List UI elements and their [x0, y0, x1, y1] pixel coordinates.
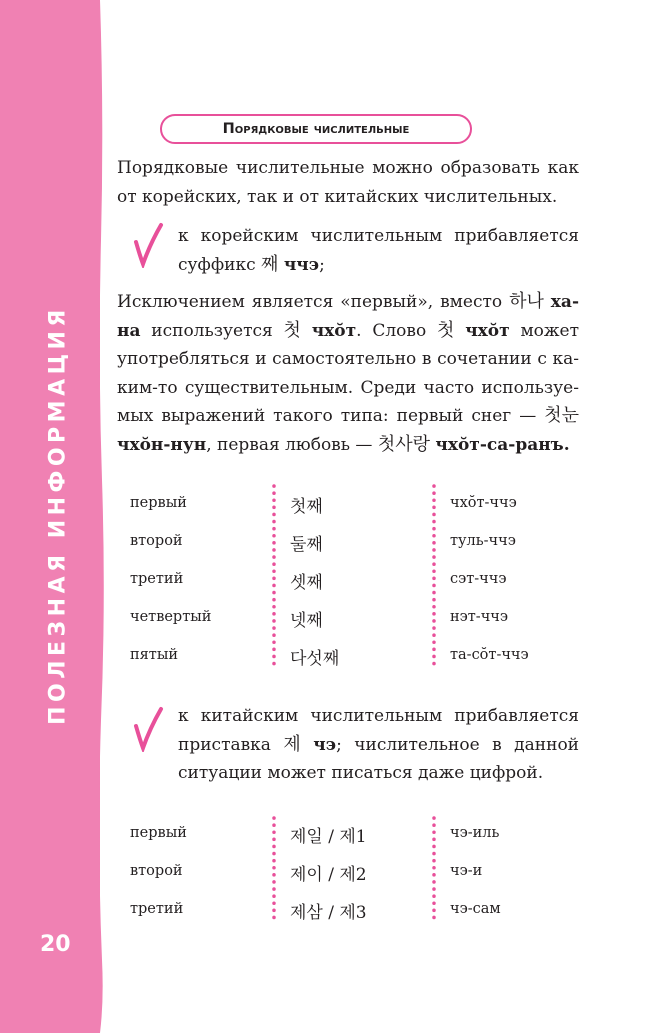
table1-row	[0, 492, 661, 518]
check-icon	[132, 706, 164, 752]
exception-t2: используется	[151, 320, 273, 341]
exception-k2: 첫	[283, 319, 301, 341]
exception-k5: 첫사랑	[377, 433, 430, 455]
table2-row	[0, 898, 661, 924]
bullet-korean-suffix	[178, 222, 579, 279]
bullet2-t2: ; числительное в данной ситуации может писаться даже цифрой.	[178, 734, 580, 783]
exception-paragraph	[117, 288, 579, 459]
bullet2-t1: к китайским числительным прибавляется приставка	[178, 706, 579, 755]
table1-ko: 첫째	[290, 497, 323, 517]
table1-ko: 다섯째	[290, 649, 340, 669]
table2-tr: чэ-и	[450, 863, 483, 879]
exception-t5: , первая любовь —	[206, 434, 373, 455]
table1-ko: 셋째	[290, 573, 323, 593]
table2-tr: чэ-иль	[450, 825, 500, 841]
table1-row	[0, 568, 661, 594]
table2-row	[0, 822, 661, 848]
bullet2-reading: чэ	[313, 734, 337, 755]
table2-ko: 제일 / 제1	[290, 827, 367, 847]
bullet1-reading: ччэ	[283, 254, 320, 275]
bullet1-korean: 째	[261, 253, 279, 275]
table2-row	[0, 860, 661, 886]
dotted-divider	[430, 482, 438, 674]
table1-ru: третий	[130, 571, 184, 587]
table1-tr: туль-ччэ	[450, 533, 516, 549]
exception-k3: 첫	[437, 319, 455, 341]
dotted-divider	[270, 814, 278, 928]
check-icon	[132, 222, 164, 268]
table1-ru: первый	[130, 495, 187, 511]
exception-t1: Исключением является «первый», вместо	[117, 292, 503, 312]
sidebar-title: ПОЛЕЗНАЯ ИНФОРМАЦИЯ	[45, 305, 71, 725]
table1-ko: 넷째	[290, 611, 323, 631]
bullet2-korean: 제	[283, 733, 301, 755]
table1-ru: четвертый	[130, 609, 212, 625]
table1-tr: сэт-ччэ	[450, 571, 507, 587]
table1-tr: та-сŏт-ччэ	[450, 647, 529, 663]
exception-r5: чхŏт-са-ранъ.	[435, 434, 570, 455]
table1-tr: нэт-ччэ	[450, 609, 508, 625]
exception-r4: чхŏн-нун	[117, 434, 207, 455]
exception-k4: 첫눈	[544, 405, 579, 426]
table1-ko: 둘째	[290, 535, 323, 555]
table1-row	[0, 644, 661, 670]
exception-r1: хана	[117, 292, 580, 341]
table2-ko: 제삼 / 제3	[290, 903, 367, 923]
table1-row	[0, 530, 661, 556]
dotted-divider	[430, 814, 438, 928]
intro-paragraph: Порядковые числительные можно образовать как от корейских, так и от китайских числительных.	[117, 158, 579, 207]
exception-r3: чхŏт	[465, 320, 510, 341]
bullet-chinese-prefix	[178, 702, 579, 788]
table1-row	[0, 606, 661, 632]
page-number: 20	[40, 932, 71, 957]
table1-tr: чхŏт-ччэ	[450, 495, 517, 511]
table2-ru: первый	[130, 825, 187, 841]
table2-ru: второй	[130, 863, 183, 879]
section-title: Порядковые числительные	[160, 114, 472, 144]
table2-ko: 제이 / 제2	[290, 865, 367, 885]
exception-t3: . Слово	[356, 320, 427, 341]
bullet1-end: ;	[319, 254, 325, 275]
exception-r2: чхŏт	[311, 320, 357, 341]
table2-tr: чэ-сам	[450, 901, 501, 917]
dotted-divider	[270, 482, 278, 674]
exception-t4: может употребляться и самостоятельно в сочетании с каким-то существительным. Среди часто используемых выражений такого типа: первый снег —	[117, 320, 580, 426]
exception-k1: 하나	[509, 291, 544, 312]
table2-ru: третий	[130, 901, 184, 917]
table1-ru: второй	[130, 533, 183, 549]
bullet1-text: к корейским числительным прибавляется суффикс	[178, 226, 579, 275]
table1-ru: пятый	[130, 647, 179, 663]
